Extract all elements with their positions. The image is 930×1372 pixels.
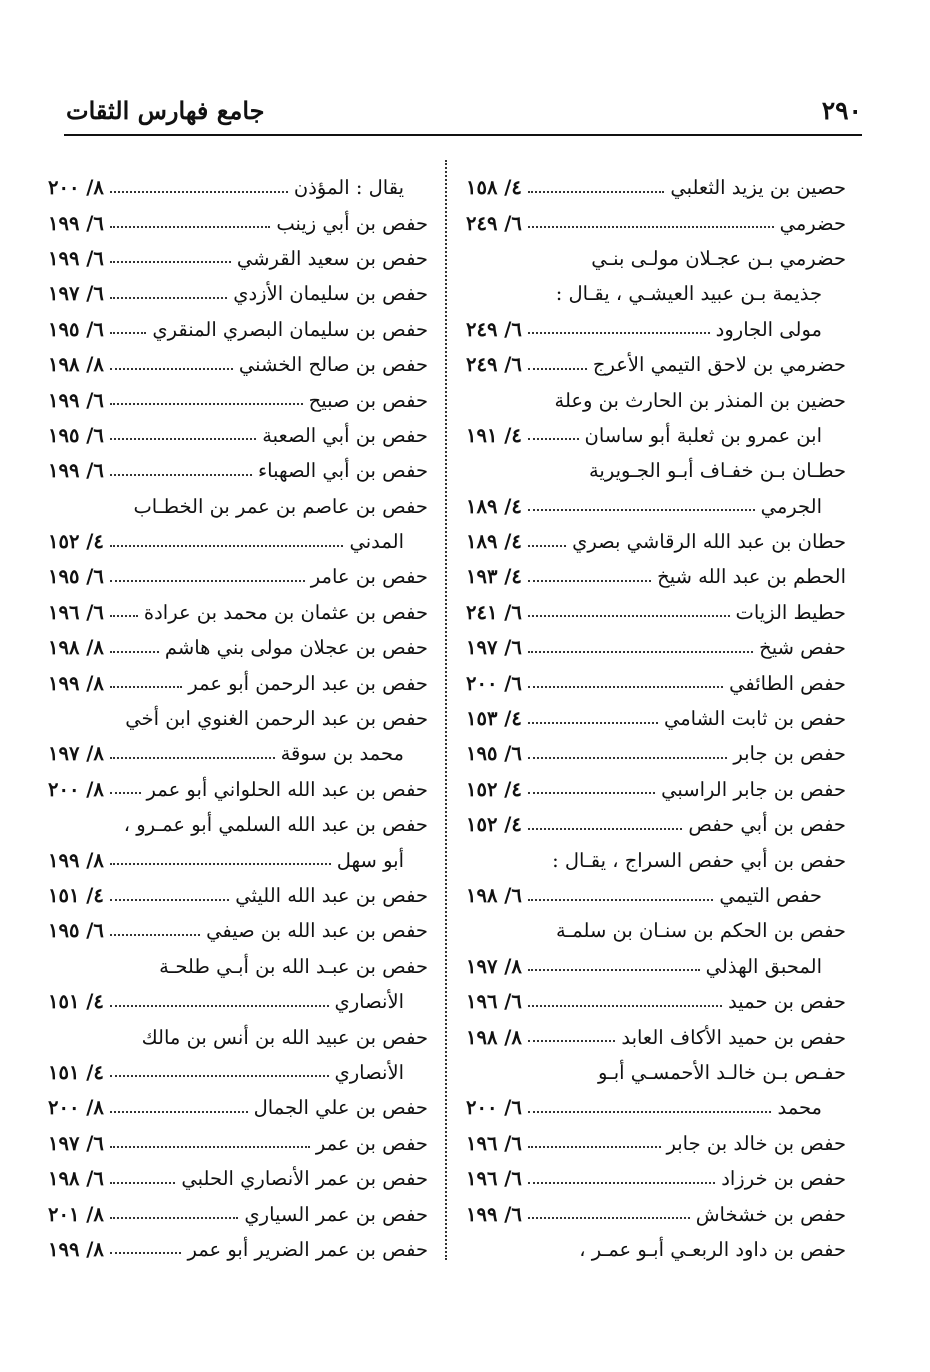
index-entry	[48, 1126, 428, 1161]
entry-name: حفص بن عامر	[310, 565, 428, 589]
entry-reference: ٤/ ١٥١	[48, 1060, 104, 1084]
dot-leader	[110, 1146, 310, 1148]
dot-leader	[110, 863, 331, 865]
entry-reference: ٦/ ١٩٦	[466, 1131, 522, 1155]
page-number: ٢٩٠	[821, 96, 862, 125]
dot-leader	[110, 403, 303, 405]
index-entry	[466, 984, 846, 1019]
index-entry	[466, 878, 846, 913]
index-entry	[48, 559, 428, 594]
dot-leader	[110, 1111, 248, 1113]
entry-name: يقال : المؤذن	[293, 176, 404, 200]
entry-name: حفص التيمي	[719, 884, 822, 907]
dot-leader	[110, 297, 227, 299]
entry-name: حفص بن عبد الرحمن أبو عمر	[188, 671, 428, 695]
index-entry	[48, 205, 428, 240]
index-entry	[466, 1090, 846, 1125]
dot-leader	[110, 1005, 329, 1007]
entry-reference: ٨/ ٢٠٠	[48, 777, 104, 801]
entry-name: حفص بن حميد الأكاف العابد	[621, 1025, 846, 1049]
dot-leader	[528, 580, 651, 582]
entry-name: حفص بن عمر السياري	[244, 1202, 428, 1226]
index-entry	[48, 807, 428, 842]
entry-name: حضرمي بن لاحق التيمي الأعرج	[592, 353, 846, 377]
index-entry	[48, 418, 428, 453]
entry-name: حفص بن داود الربعـي أبـو عمـر ،	[579, 1237, 846, 1261]
entry-reference: ٨/ ٢٠٠	[48, 1096, 104, 1120]
entry-name: حفص بن عبد الله الحلواني أبو عمر	[146, 777, 428, 801]
entry-reference: ٤/ ١٨٩	[466, 530, 522, 554]
index-entry	[466, 1196, 846, 1231]
index-entry	[466, 665, 846, 700]
entry-name: المدني	[349, 530, 404, 554]
dot-leader	[528, 1217, 690, 1219]
index-entry	[48, 170, 428, 205]
entry-name: حفص بن عمر الأنصاري الحلبي	[181, 1167, 428, 1191]
index-entry	[466, 772, 846, 807]
entry-reference: ٨/ ١٩٨	[466, 1025, 522, 1049]
entry-name: حطيط الزيات	[735, 600, 846, 624]
dot-leader	[528, 368, 587, 370]
index-entry	[466, 630, 846, 665]
dot-leader	[110, 934, 200, 936]
dot-leader	[528, 1040, 616, 1042]
entry-reference: ٦/ ١٩٦	[466, 1167, 522, 1191]
dot-leader	[528, 1146, 661, 1148]
index-entry	[466, 312, 846, 347]
entry-reference: ٦/ ١٩٥	[48, 317, 104, 341]
index-entry	[48, 276, 428, 311]
entry-reference: ٦/ ٢٠٠	[466, 1096, 522, 1120]
entry-reference: ٦/ ١٩٥	[466, 742, 522, 766]
index-column-left	[48, 170, 428, 1267]
entry-reference: ٤/ ١٥٣	[466, 707, 522, 731]
header-rule	[64, 134, 862, 136]
index-entry	[48, 736, 428, 771]
entry-name: محمد بن سوقة	[280, 742, 404, 766]
entry-name: حفص بن خرزاد	[721, 1167, 846, 1191]
entry-reference: ٦/ ١٩٥	[48, 423, 104, 447]
entry-reference: ٨/ ١٩٨	[48, 353, 104, 377]
entry-name: حضرمي بـن عجـلان مولـى بنـي	[591, 246, 846, 270]
index-entry	[48, 453, 428, 488]
index-entry	[466, 701, 846, 736]
entry-reference: ٦/ ١٩٩	[48, 459, 104, 483]
index-entry	[48, 878, 428, 913]
dot-leader	[528, 1005, 722, 1007]
index-entry	[466, 1161, 846, 1196]
entry-reference: ٦/ ٢٠٠	[466, 671, 522, 695]
entry-name: الأنصاري	[334, 1060, 404, 1084]
index-entry	[48, 489, 428, 524]
entry-reference: ٤/ ١٥١	[48, 990, 104, 1014]
index-entry	[466, 949, 846, 984]
index-entry	[48, 1232, 428, 1267]
dot-leader	[528, 651, 753, 653]
dot-leader	[528, 686, 723, 688]
entry-reference: ٤/ ١٥٨	[466, 176, 522, 200]
index-entry	[48, 949, 428, 984]
entry-reference: ٤/ ١٥٢	[48, 530, 104, 554]
dot-leader	[110, 615, 138, 617]
entry-name: حفص بن خالد بن جابر	[666, 1131, 846, 1155]
dot-leader	[528, 969, 700, 971]
entry-reference: ٨/ ١٩٩	[48, 1237, 104, 1261]
entry-name: المحبق الهذلي	[705, 954, 822, 978]
entry-name: حفص بن جابر	[733, 742, 846, 766]
entry-reference: ٨/ ٢٠١	[48, 1202, 104, 1226]
dot-leader	[528, 545, 566, 547]
entry-name: حفص الطائفي	[729, 671, 846, 695]
dot-leader	[528, 792, 655, 794]
dot-leader	[110, 332, 147, 334]
dot-leader	[110, 1252, 182, 1254]
index-entry	[466, 241, 846, 276]
entry-name: حفص بن سعيد القرشي	[236, 246, 428, 270]
entry-name: حفص بن عبد الله السلمي أبو عمـرو ،	[123, 813, 428, 837]
index-entry	[466, 913, 846, 948]
entry-reference: ٨/ ١٩٩	[48, 848, 104, 872]
index-column-right	[466, 170, 846, 1267]
dot-leader	[528, 615, 730, 617]
index-entry	[466, 1232, 846, 1267]
entry-name: محمد	[777, 1096, 822, 1120]
dot-leader	[528, 757, 728, 759]
entry-reference: ٨/ ١٩٧	[466, 954, 522, 978]
entry-name: حفص بن جابر الراسبي	[661, 777, 846, 801]
entry-name: حطـان بـن خفـاف أبـو الجـويرية	[588, 459, 846, 483]
dot-leader	[110, 191, 288, 193]
index-entry	[48, 347, 428, 382]
index-entry	[48, 241, 428, 276]
index-entry	[48, 984, 428, 1019]
entry-name: الحطم بن عبد الله شيخ	[657, 565, 846, 589]
entry-reference: ٤/ ١٨٩	[466, 494, 522, 518]
dot-leader	[110, 545, 344, 547]
dot-leader	[110, 899, 229, 901]
entry-name: حفص بن عاصم بن عمر بن الخطـاب	[133, 494, 428, 518]
entry-reference: ٤/ ١٩١	[466, 423, 522, 447]
entry-name: حفص بن الحكم بن سنـان بن سلمـة	[556, 919, 846, 943]
entry-reference: ٦/ ١٩٩	[48, 211, 104, 235]
entry-name: حفص بن ثابت الشامي	[663, 707, 846, 731]
entry-name: ابن عمرو بن ثعلبة أبو ساسان	[584, 423, 822, 447]
book-title: جامع فهارس الثقات	[66, 96, 265, 125]
index-entry	[466, 382, 846, 417]
entry-name: حفص بن حميد	[728, 990, 846, 1014]
entry-reference: ٦/ ١٩٨	[48, 1167, 104, 1191]
index-entry	[466, 807, 846, 842]
entry-name: مولى الجارود	[715, 317, 822, 341]
entry-reference: ٤/ ١٥٢	[466, 777, 522, 801]
entry-reference: ٦/ ١٩٦	[48, 600, 104, 624]
entry-name: حفص بن علي الجمال	[253, 1096, 428, 1120]
dot-leader	[528, 509, 755, 511]
index-entry	[48, 1055, 428, 1090]
index-entry	[466, 418, 846, 453]
entry-reference: ٤/ ١٩٣	[466, 565, 522, 589]
entry-name: حفص بن عجلان مولى بني هاشم	[164, 636, 428, 660]
entry-name: جذيمة بـن عبيد العيشـي ، يقـال :	[555, 282, 822, 306]
index-entry	[466, 559, 846, 594]
dot-leader	[110, 792, 141, 794]
index-entry	[466, 1126, 846, 1161]
entry-reference: ٦/ ٢٤٩	[466, 211, 522, 235]
entry-reference: ٦/ ١٩٩	[48, 246, 104, 270]
entry-name: حضين بن المنذر بن الحارث بن وعلة	[554, 388, 846, 412]
index-entry	[466, 347, 846, 382]
entry-name: أبو سهل	[336, 848, 404, 872]
entry-reference: ٨/ ١٩٨	[48, 636, 104, 660]
index-entry	[466, 453, 846, 488]
entry-name: حفص بن سليمان الأزدي	[233, 282, 428, 306]
page-header	[66, 96, 862, 130]
index-entry	[466, 489, 846, 524]
entry-name: حفص بن عبـد الله بن أبـي طلحـة	[159, 954, 428, 978]
entry-reference: ٨/ ٢٠٠	[48, 176, 104, 200]
entry-reference: ٦/ ١٩٧	[48, 282, 104, 306]
index-entry	[466, 842, 846, 877]
entry-reference: ٤/ ١٥٢	[466, 813, 522, 837]
index-entry	[466, 205, 846, 240]
dot-leader	[110, 261, 231, 263]
entry-reference: ٦/ ٢٤٩	[466, 317, 522, 341]
entry-name: حفص بن عبد الرحمن الغنوي ابن أخي	[125, 707, 428, 731]
entry-name: حفص بن عمر	[315, 1131, 428, 1155]
index-entry	[48, 312, 428, 347]
entry-reference: ٦/ ٢٤٩	[466, 353, 522, 377]
entry-name: حفص بن سليمان البصري المنقري	[152, 317, 428, 341]
dot-leader	[110, 686, 182, 688]
index-entry	[48, 913, 428, 948]
index-entry	[466, 524, 846, 559]
dot-leader	[110, 580, 305, 582]
entry-reference: ٦/ ١٩٩	[48, 388, 104, 412]
index-entry	[48, 701, 428, 736]
dot-leader	[528, 438, 579, 440]
entry-name: حفص بن عبد الله بن صيفي	[206, 919, 428, 943]
entry-reference: ٦/ ٢٤١	[466, 600, 522, 624]
entry-name: حفص بن أبي الصهباء	[257, 459, 428, 483]
entry-name: حفص بن أبي زينب	[276, 211, 428, 235]
entry-name: حضرمي	[779, 211, 846, 235]
dot-leader	[110, 1217, 239, 1219]
entry-reference: ٨/ ١٩٩	[48, 671, 104, 695]
entry-name: حفص بن أبي الصعبة	[262, 423, 428, 447]
dot-leader	[528, 1182, 715, 1184]
index-entry	[48, 382, 428, 417]
entry-reference: ٦/ ١٩٥	[48, 565, 104, 589]
entry-name: حفص بن عبيد الله بن أنس بن مالك	[141, 1025, 428, 1049]
entry-reference: ٦/ ١٩٥	[48, 919, 104, 943]
entry-name: حفص بن أبي حفص السراج ، يقـال :	[552, 848, 846, 872]
entry-name: حصين بن يزيد الثعلبي	[670, 176, 846, 200]
entry-name: الجرمي	[760, 494, 822, 518]
entry-reference: ٦/ ١٩٦	[466, 990, 522, 1014]
dot-leader	[528, 828, 683, 830]
entry-name: حطان بن عبد الله الرقاشي بصري	[572, 530, 846, 554]
index-entry	[466, 1055, 846, 1090]
dot-leader	[110, 651, 159, 653]
entry-name: حفـص بـن خالـد الأحمسـي أبـو	[597, 1060, 846, 1084]
dot-leader	[528, 191, 665, 193]
index-entry	[466, 1019, 846, 1054]
index-entry	[48, 772, 428, 807]
index-entry	[48, 1090, 428, 1125]
index-entry	[48, 1019, 428, 1054]
index-entry	[466, 736, 846, 771]
entry-name: حفص بن خشخاش	[695, 1202, 846, 1226]
dot-leader	[528, 722, 658, 724]
index-entry	[48, 842, 428, 877]
entry-name: الأنصاري	[334, 990, 404, 1014]
entry-reference: ٦/ ١٩٧	[466, 636, 522, 660]
dot-leader	[110, 438, 256, 440]
entry-name: حفص شيخ	[759, 636, 846, 660]
entry-reference: ٤/ ١٥١	[48, 884, 104, 907]
index-entry	[48, 1161, 428, 1196]
index-entry	[466, 276, 846, 311]
index-entry	[48, 665, 428, 700]
index-entry	[466, 170, 846, 205]
column-divider	[445, 160, 447, 1260]
entry-name: حفص بن عثمان بن محمد بن عرادة	[143, 600, 428, 624]
index-entry	[48, 630, 428, 665]
entry-name: حفص بن عمر الضرير أبو عمر	[187, 1237, 428, 1261]
dot-leader	[528, 226, 774, 228]
dot-leader	[110, 1075, 329, 1077]
dot-leader	[110, 757, 275, 759]
entry-reference: ٦/ ١٩٨	[466, 884, 522, 907]
dot-leader	[528, 332, 710, 334]
dot-leader	[110, 368, 233, 370]
dot-leader	[110, 1182, 176, 1184]
index-entry	[48, 1196, 428, 1231]
entry-reference: ٦/ ١٩٧	[48, 1131, 104, 1155]
index-entry	[48, 524, 428, 559]
entry-reference: ٨/ ١٩٧	[48, 742, 104, 766]
dot-leader	[110, 226, 271, 228]
dot-leader	[528, 899, 714, 901]
entry-name: حفص بن أبي حفص	[688, 813, 846, 837]
entry-name: حفص بن صالح الخشني	[238, 353, 428, 377]
index-entry	[466, 595, 846, 630]
entry-reference: ٦/ ١٩٩	[466, 1202, 522, 1226]
index-entry	[48, 595, 428, 630]
dot-leader	[110, 474, 252, 476]
entry-name: حفص بن عبد الله الليثي	[235, 884, 428, 907]
dot-leader	[528, 1111, 772, 1113]
entry-name: حفص بن صبيح	[308, 388, 428, 412]
